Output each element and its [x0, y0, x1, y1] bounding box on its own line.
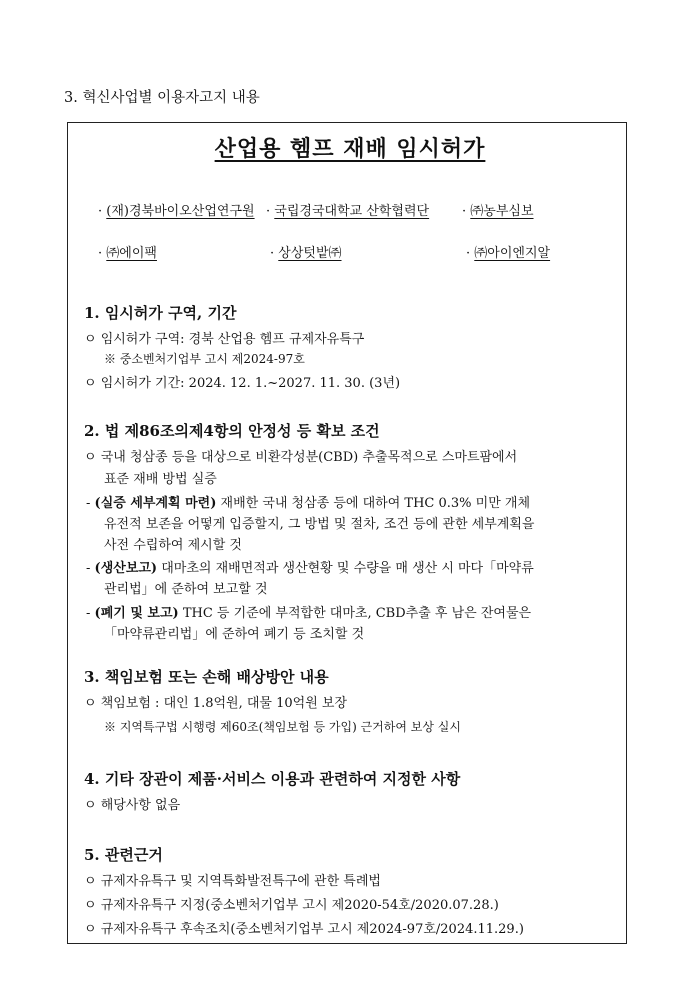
org-name: ㈜아이엔지알: [474, 246, 551, 261]
section-5-line: ㅇ 규제자유특구 및 지역특화발전특구에 관한 특례법: [84, 874, 381, 889]
condition-label: (실증 세부계획 마련): [94, 496, 217, 511]
org-item: · 상상텃밭㈜: [270, 246, 342, 261]
org-name: ㈜에이팩: [106, 246, 157, 261]
condition-label: (생산보고): [94, 561, 158, 576]
section-2-line: ㅇ 국내 청삼종 등을 대상으로 비환각성분(CBD) 추출목적으로 스마트팜에서: [84, 450, 518, 465]
section-1-line: ㅇ 임시허가 구역: 경북 산업용 헴프 규제자유특구: [84, 332, 365, 347]
condition-item-2-cont: 관리법」에 준하여 보고할 것: [104, 582, 268, 597]
section-4-line: ㅇ 해당사항 없음: [84, 798, 181, 813]
section-4-title: 4. 기타 장관이 제품·서비스 이용과 관련하여 지정한 사항: [84, 770, 461, 788]
section-1-note: ※ 중소벤처기업부 고시 제2024-97호: [104, 352, 305, 366]
condition-item-1-cont: 유전적 보존을 어떻게 입증할지, 그 방법 및 절차, 조건 등에 관한 세부계획을: [104, 517, 535, 532]
condition-item-3: - (폐기 및 보고) THC 등 기준에 부적합한 대마초, CBD추출 후 남은 잔여물은: [86, 606, 532, 621]
org-item: · (재)경북바이오산업연구원: [98, 204, 255, 219]
section-5-title: 5. 관련근거: [84, 846, 163, 864]
condition-item-3-cont: 「마약류관리법」에 준하여 폐기 등 조치할 것: [104, 627, 365, 642]
section-1-title: 1. 임시허가 구역, 기간: [84, 304, 237, 322]
condition-item-2: - (생산보고) 대마초의 재배면적과 생산현황 및 수량을 매 생산 시 마다「마약류: [86, 561, 534, 576]
org-item: · ㈜아이엔지알: [466, 246, 551, 261]
section-1-line: ㅇ 임시허가 기간: 2024. 12. 1.~2027. 11. 30. (3년): [84, 376, 401, 391]
org-item: · 국립경국대학교 산학협력단: [266, 204, 430, 219]
section-5-line: ㅇ 규제자유특구 후속조치(중소벤처기업부 고시 제2024-97호/2024.11.29.): [84, 922, 524, 937]
condition-item-1-cont: 사전 수립하여 제시할 것: [104, 538, 242, 553]
section-2-line: 표준 재배 방법 실증: [104, 472, 217, 487]
section-3-line: ㅇ 책임보험 : 대인 1.8억원, 대물 10억원 보장: [84, 696, 348, 711]
section-5-line: ㅇ 규제자유특구 지정(중소벤처기업부 고시 제2020-54호/2020.07.28.): [84, 898, 499, 913]
condition-label: (폐기 및 보고): [94, 606, 179, 621]
section-2-title: 2. 법 제86조의제4항의 안정성 등 확보 조건: [84, 422, 380, 440]
condition-item-1: - (실증 세부계획 마련) 재배한 국내 청삼종 등에 대하여 THC 0.3% 미만 개체: [86, 496, 531, 511]
document-title: 산업용 헴프 재배 임시허가: [214, 136, 486, 162]
org-name: 국립경국대학교 산학협력단: [274, 204, 430, 219]
page-heading: 3. 혁신사업별 이용자고지 내용: [64, 90, 260, 106]
org-item: · ㈜농부심보: [462, 204, 534, 219]
org-name: ㈜농부심보: [470, 204, 534, 219]
org-item: · ㈜에이팩: [98, 246, 157, 261]
section-3-note: ※ 지역특구법 시행령 제60조(책임보험 등 가입) 근거하여 보상 실시: [104, 720, 461, 734]
section-3-title: 3. 책임보험 또는 손해 배상방안 내용: [84, 668, 329, 686]
org-name: (재)경북바이오산업연구원: [106, 204, 255, 219]
org-name: 상상텃밭㈜: [278, 246, 342, 261]
